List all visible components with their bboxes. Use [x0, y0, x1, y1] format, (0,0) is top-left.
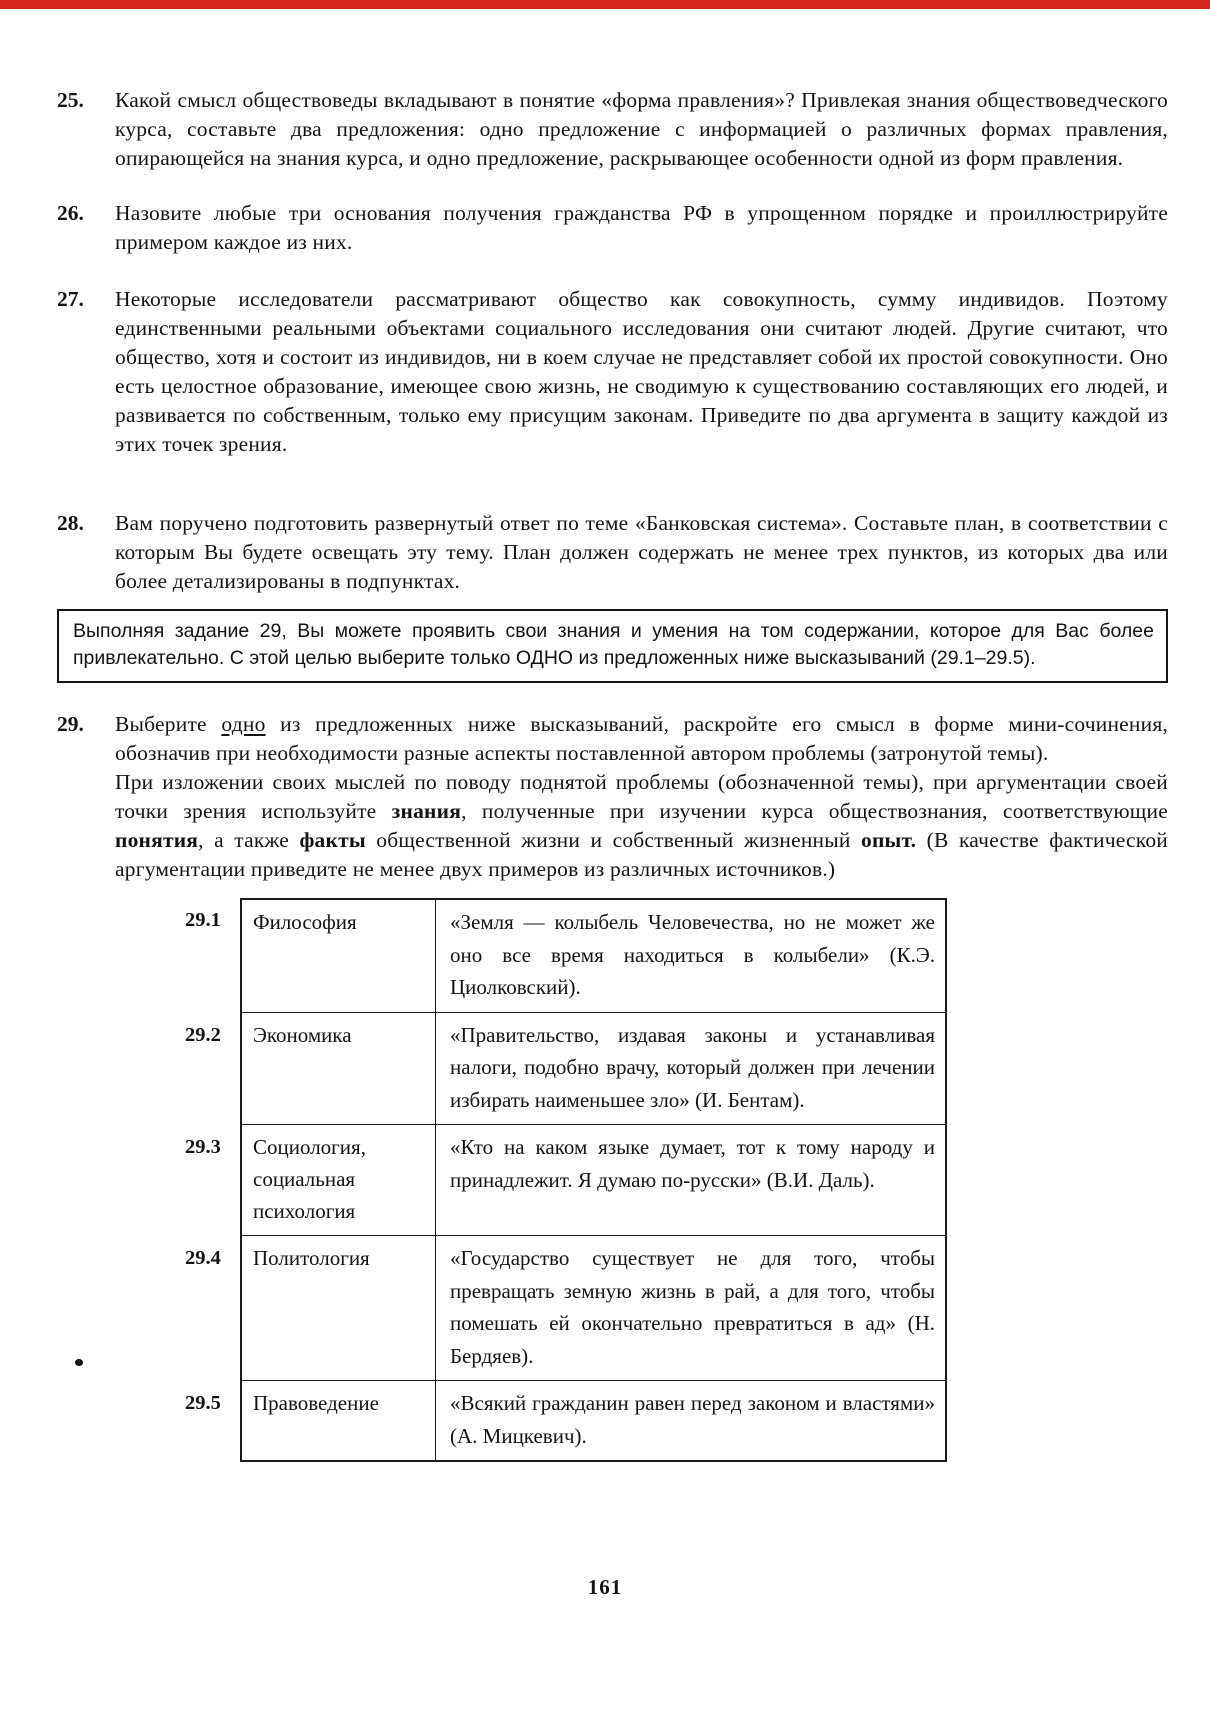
scan-edge-red-bar: [0, 0, 1210, 9]
question-28-number: 28.: [57, 511, 84, 535]
row-29-5-quote: «Всякий гражданин равен перед законом и властями» (А. Мицкевич).: [450, 1391, 935, 1448]
q29-intro-underlined: одно: [221, 712, 266, 736]
page-content: [57, 9, 1168, 1462]
row-29-1-subject: Философия: [242, 900, 436, 1012]
question-27: [57, 285, 1168, 459]
row-29-3-cells: [240, 1125, 947, 1236]
q29-body-bold-znaniya: знания: [391, 799, 462, 823]
q29-body-s4: (В качестве фактической аргументации приведите не менее двух примеров из различных источников.): [115, 828, 1168, 881]
question-25-number: 25.: [57, 88, 84, 112]
row-29-4-cells: [240, 1236, 947, 1381]
row-29-4-subject: Политология: [242, 1236, 436, 1380]
row-29-2-quote: «Правительство, издавая законы и устанавливая налоги, подобно врачу, который должен при лечении избирать наименьшее зло» (И. Бентам).: [450, 1022, 935, 1112]
row-29-1-cells: [240, 898, 947, 1013]
q29-body-s2: , а также: [198, 828, 300, 852]
page-number: 161: [587, 1575, 623, 1599]
row-29-4-number: 29.4: [185, 1247, 221, 1269]
essay-topics-table: [185, 898, 947, 1462]
row-29-5-number: 29.5: [185, 1392, 221, 1414]
question-25-text: Какой смысл обществоведы вкладывают в понятие «форма правления»? Привлекая знания обществоведческого курса, составьте два предложения: одно предложение с информацией о различных формах правления, опирающейся на знания курса, и одно предложение, раскрывающее особенности одной из форм правления.: [115, 88, 1168, 170]
row-29-2-subject: Экономика: [242, 1013, 436, 1125]
table-row: [185, 898, 947, 1013]
q29-body-s0: При изложении своих мыслей по поводу поднятой проблемы (обозначенной темы), при аргументации своей точки зрения используйте: [115, 770, 1168, 823]
table-row: [185, 1013, 947, 1126]
row-29-1-number: 29.1: [185, 909, 221, 931]
row-29-1-quote: «Земля — колыбель Человечества, но не может же оно все время находиться в колыбели» (К.Э. Циолковский).: [450, 910, 935, 999]
row-29-3-subject: Социология, социальная психология: [242, 1125, 436, 1235]
q29-intro-pre: Выберите: [115, 712, 222, 736]
question-28: [57, 509, 1168, 596]
row-29-5-subject: Правоведение: [242, 1381, 436, 1460]
question-27-text: Некоторые исследователи рассматривают общество как совокупность, сумму индивидов. Поэтому единственными реальными объектами социального исследования они считают людей. Другие считают, что общество, хотя и состоит из индивидов, ни в коем случае не представляет собой их простой совокупности. Оно есть целостное образование, имеющее свою жизнь, не сводимую к существованию составляющих его людей, и развивается по собственным, только ему присущим законам. Приведите по два аргумента в защиту каждой из этих точек зрения.: [115, 287, 1168, 456]
row-29-2-cells: [240, 1013, 947, 1126]
ink-dot-artifact: [75, 1359, 83, 1366]
table-row: [185, 1236, 947, 1381]
q29-intro-post: из предложенных ниже высказываний, раскройте его смысл в форме мини-сочинения, обозначив при необходимости разные аспекты поставленной автором проблемы (затронутой темы).: [115, 712, 1169, 765]
q29-body-s1: , полученные при изучении курса обществознания, соответствующие: [461, 799, 1168, 823]
question-29-body: [115, 768, 1168, 884]
task-29-notice-box: [57, 609, 1168, 683]
question-28-text: Вам поручено подготовить развернутый ответ по теме «Банковская система». Составьте план, в соответствии с которым Вы будете освещать эту тему. План должен содержать не менее трех пунктов, из которых два или более детализированы в подпунктах.: [115, 511, 1168, 593]
question-26-text: Назовите любые три основания получения гражданства РФ в упрощенном порядке и проиллюстрируйте примером каждое из них.: [115, 201, 1168, 254]
question-26: [57, 199, 1168, 257]
row-29-4-quote: «Государство существует не для того, чтобы превращать земную жизнь в рай, а для того, чтобы помешать ей окончательно превратиться в ад» (Н. Бердяев).: [450, 1246, 935, 1368]
task-29-notice-text: Выполняя задание 29, Вы можете проявить свои знания и умения на том содержании, которое для Вас более привлекательно. С этой целью выберите только ОДНО из предложенных ниже высказываний (29.1–29.5).: [73, 620, 1154, 669]
q29-body-s3: общественной жизни и собственный жизненный: [365, 828, 861, 852]
q29-body-bold-fakty: факты: [299, 828, 366, 852]
question-25: [57, 86, 1168, 173]
question-29: [57, 710, 1168, 884]
q29-body-bold-opyt: опыт.: [861, 828, 917, 852]
row-29-5-cells: [240, 1381, 947, 1462]
question-29-intro: [115, 710, 1168, 768]
table-row: [185, 1381, 947, 1462]
q29-body-bold-ponyatiya: понятия: [115, 828, 199, 852]
question-26-number: 26.: [57, 201, 84, 225]
row-29-3-number: 29.3: [185, 1136, 221, 1158]
question-27-number: 27.: [57, 287, 84, 311]
question-29-number: 29.: [57, 712, 84, 736]
question-29-text: [115, 710, 1168, 884]
row-29-2-number: 29.2: [185, 1023, 221, 1046]
row-29-3-quote: «Кто на каком языке думает, тот к тому народу и принадлежит. Я думаю по-русски» (В.И. Даль).: [450, 1135, 935, 1192]
table-row: [185, 1125, 947, 1236]
